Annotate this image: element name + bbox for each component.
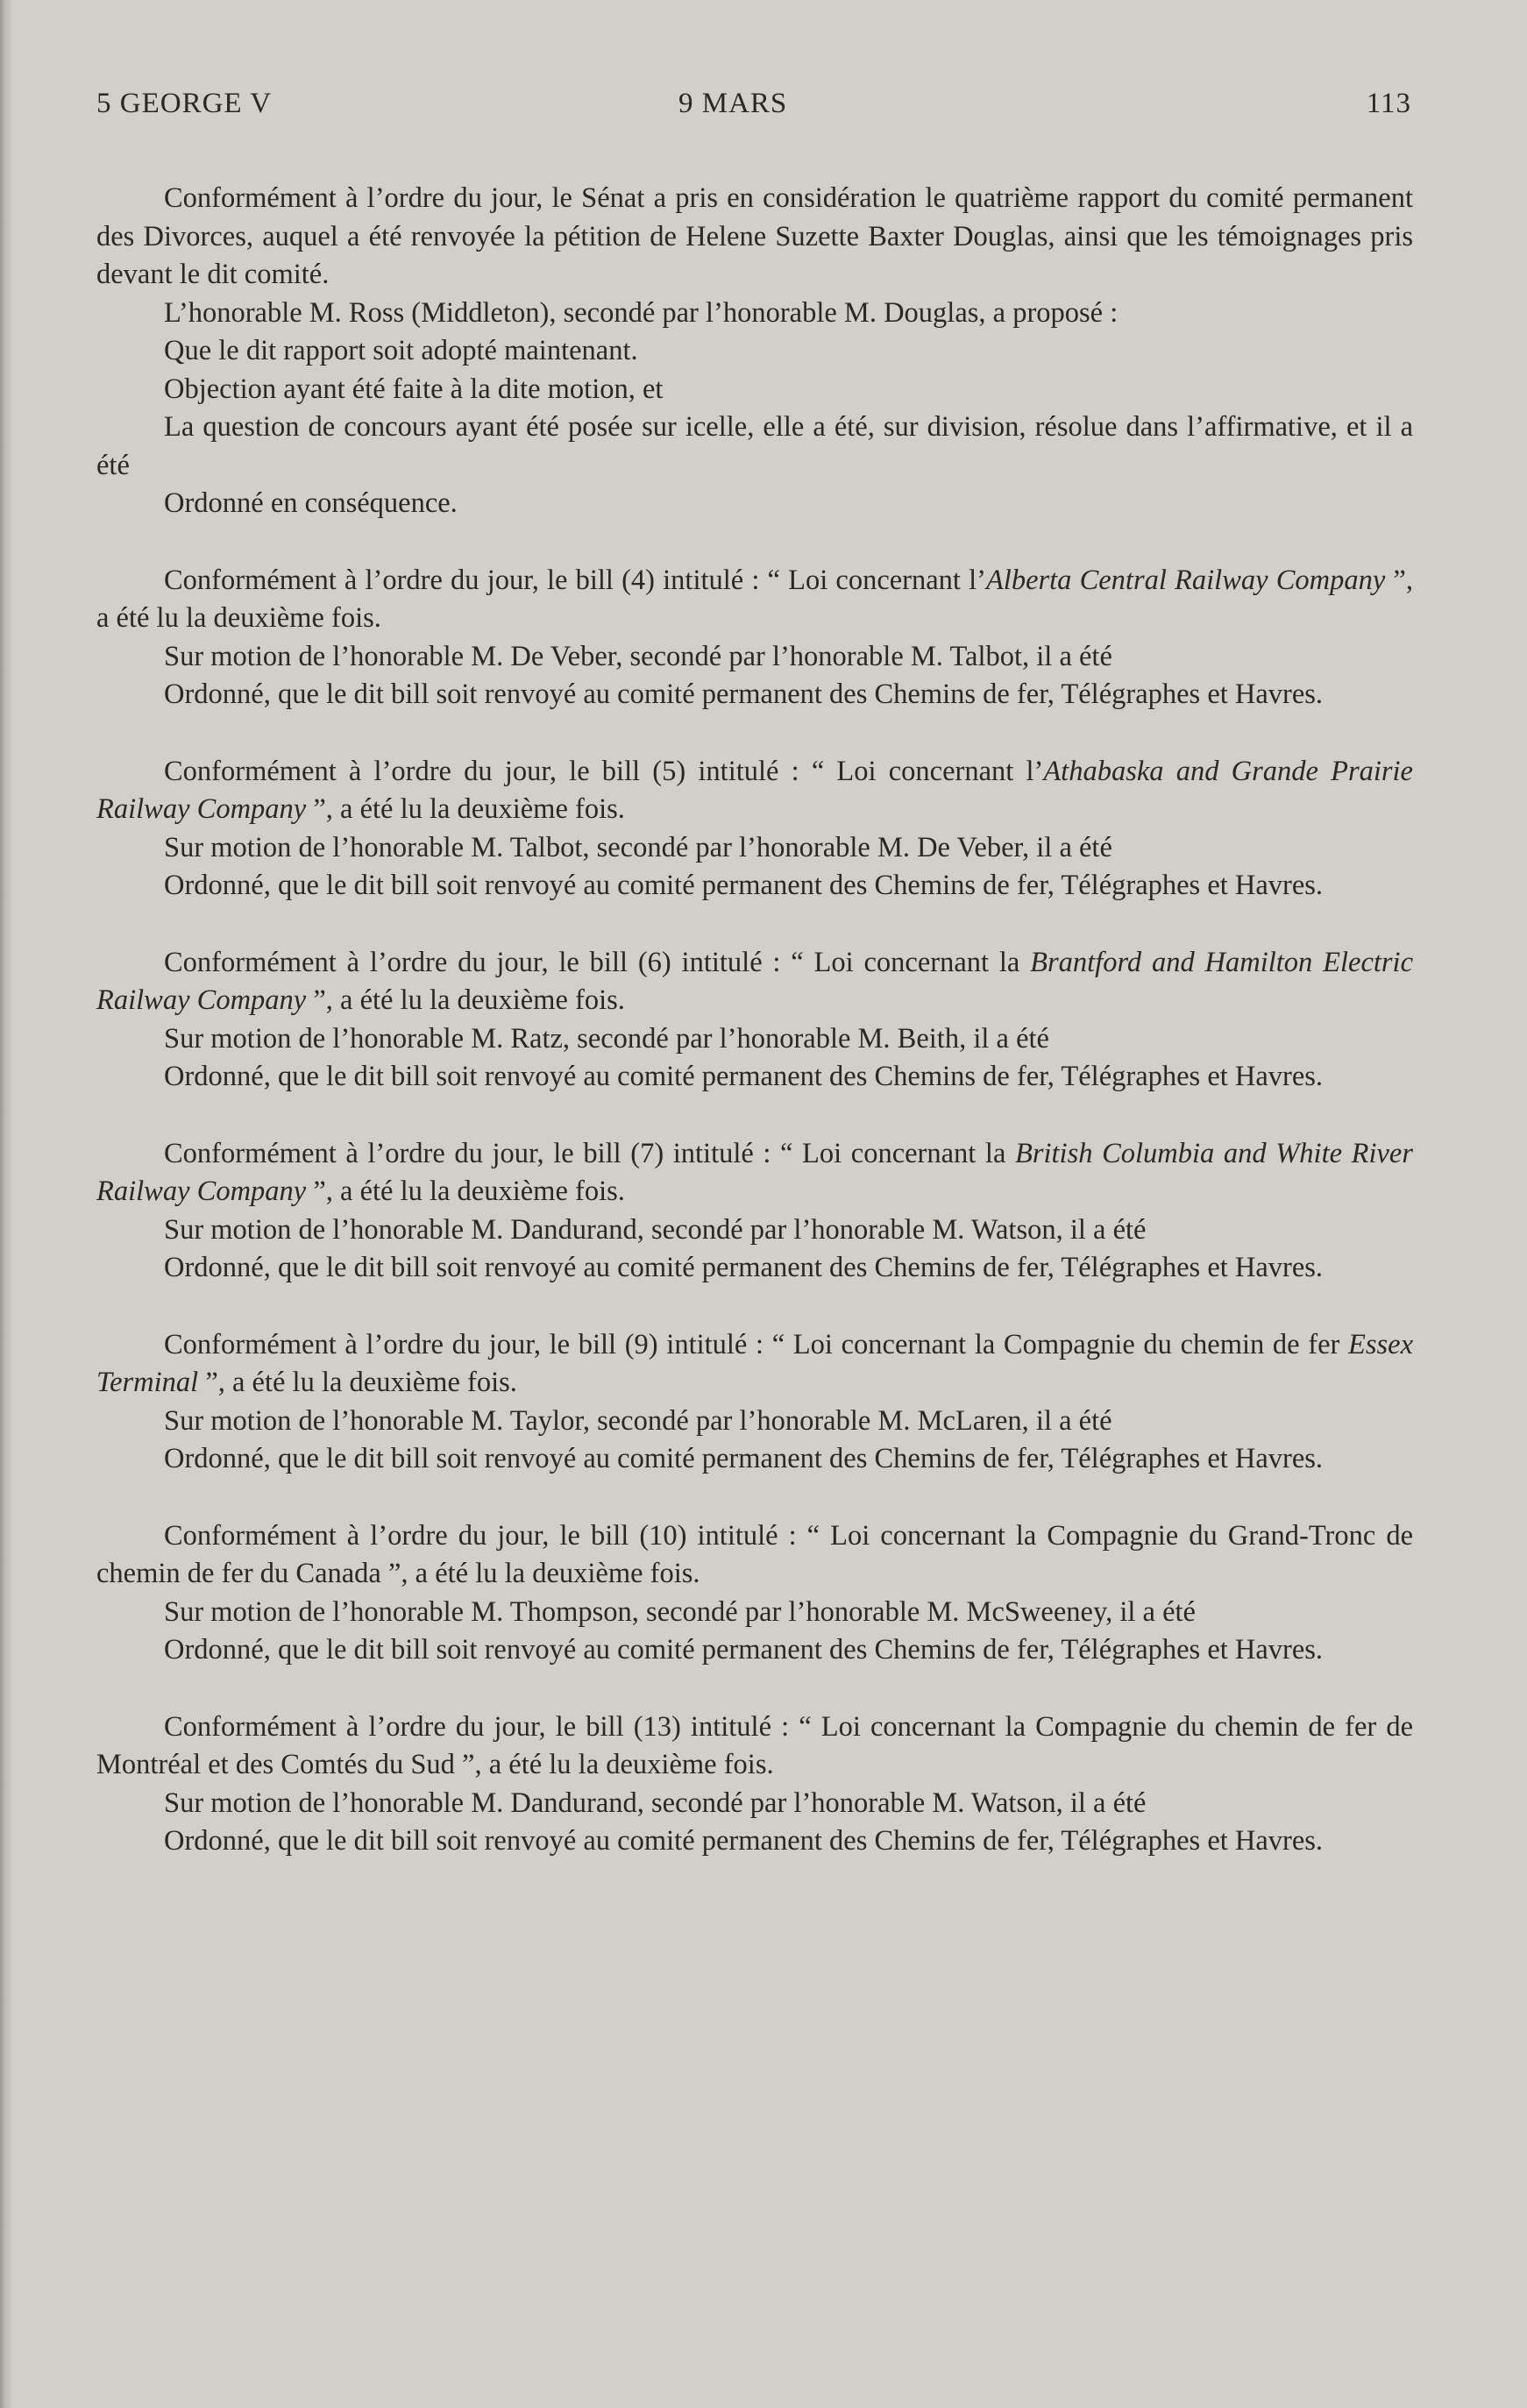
paragraph-text: Ordonné, que le dit bill soit renvoyé au comité permanent des Chemins de fer, Télégraphes et Havres. <box>164 1252 1324 1283</box>
journal-entry <box>96 1135 1413 1288</box>
paragraph-text: La question de concours ayant été posée sur icelle, elle a été, sur division, résolue dans l’affirmative, et il a été <box>96 411 1413 481</box>
paragraph <box>96 867 1413 906</box>
section-spacer <box>96 1479 1413 1517</box>
paragraph <box>96 1822 1413 1861</box>
paragraph-text: ”, a été lu la deuxième fois. <box>306 793 625 825</box>
paragraph-text: Ordonné, que le dit bill soit renvoyé au comité permanent des Chemins de fer, Télégraphes et Havres. <box>164 1061 1324 1092</box>
paragraph-text: Sur motion de l’honorable M. Thompson, secondé par l’honorable M. McSweeney, il a été <box>164 1595 1196 1628</box>
section-spacer <box>96 906 1413 944</box>
company-name: Alberta Central Railway Company <box>985 564 1386 596</box>
paragraph-text: Ordonné, que le dit bill soit renvoyé au comité permanent des Chemins de fer, Télégraphes et Havres. <box>164 1443 1324 1474</box>
paragraph-text: Ordonné, que le dit bill soit renvoyé au comité permanent des Chemins de fer, Télégraphes et Havres. <box>164 678 1324 710</box>
page-number: 113 <box>1366 88 1411 119</box>
paragraph-text: ”, a été lu la deuxième fois. <box>306 1176 625 1207</box>
paragraph-text: Sur motion de l’honorable M. Ratz, secondé par l’honorable M. Beith, il a été <box>164 1022 1049 1055</box>
header-regnal-year: 5 GEORGE V <box>96 88 273 119</box>
journal-entry <box>96 562 1413 714</box>
paragraph <box>96 1708 1413 1785</box>
journal-entry <box>96 180 1413 523</box>
paragraph-text: Conformément à l’ordre du jour, le bill (4) intitulé : “ Loi concernant l’ <box>164 564 986 596</box>
paragraph-text: Conformément à l’ordre du jour, le bill (7) intitulé : “ Loi concernant la <box>164 1137 1015 1169</box>
paragraph <box>96 562 1413 638</box>
paragraph-text: Conformément à l’ordre du jour, le bill (13) intitulé : “ Loi concernant la Compagnie du chemin de fer de Montréal et des Comtés du Sud ”, a été lu la deuxième fois. <box>96 1710 1413 1780</box>
paragraph-text: Sur motion de l’honorable M. Dandurand, secondé par l’honorable M. Watson, il a été <box>164 1786 1147 1819</box>
paragraph <box>96 1517 1413 1594</box>
paragraph <box>96 408 1413 485</box>
journal-body <box>96 180 1413 1861</box>
paragraph-text: Conformément à l’ordre du jour, le Sénat a pris en considération le quatrième rapport du comité permanent des Divorces, auquel a été renvoyée la pétition de Helene Suzette Baxter Douglas, ainsi que les témoignages pris devant le dit comité. <box>96 182 1413 290</box>
paragraph <box>96 1020 1413 1059</box>
paragraph <box>96 1403 1413 1441</box>
paragraph <box>96 1058 1413 1097</box>
header-date: 9 MARS <box>678 88 788 119</box>
journal-entry <box>96 1517 1413 1670</box>
paragraph-text: Ordonné en conséquence. <box>164 487 458 519</box>
paragraph <box>96 1631 1413 1670</box>
paragraph-text: L’honorable M. Ross (Middleton), secondé par l’honorable M. Douglas, a proposé : <box>164 296 1119 329</box>
paragraph-text: ”, a été lu la deuxième fois. <box>198 1367 517 1398</box>
paragraph <box>96 944 1413 1020</box>
paragraph-text: ”, a été lu la deuxième fois. <box>306 984 625 1016</box>
company-name: Athabaska and Grande Prairie Railway Company <box>96 755 1413 825</box>
paragraph <box>96 295 1413 333</box>
running-header <box>96 88 1411 131</box>
paragraph-text: Sur motion de l’honorable M. De Veber, secondé par l’honorable M. Talbot, il a été <box>164 640 1112 672</box>
paragraph <box>96 753 1413 829</box>
section-spacer <box>96 1670 1413 1708</box>
paragraph-text: Objection ayant été faite à la dite motion, et <box>164 373 664 405</box>
paragraph <box>96 676 1413 714</box>
paragraph-text: ”, a été lu la deuxième fois. <box>96 564 1413 634</box>
paragraph <box>96 1135 1413 1211</box>
paragraph <box>96 1785 1413 1823</box>
page-binding-edge <box>0 0 12 2408</box>
paragraph <box>96 829 1413 868</box>
paragraph-text: Que le dit rapport soit adopté maintenant. <box>164 335 638 366</box>
paragraph <box>96 1326 1413 1403</box>
paragraph-text: Conformément à l’ordre du jour, le bill (5) intitulé : “ Loi concernant l’ <box>164 755 1044 787</box>
paragraph <box>96 332 1413 371</box>
journal-entry <box>96 944 1413 1097</box>
paragraph-text: Sur motion de l’honorable M. Talbot, secondé par l’honorable M. De Veber, il a été <box>164 831 1112 863</box>
journal-entry <box>96 1326 1413 1479</box>
section-spacer <box>96 523 1413 562</box>
section-spacer <box>96 1288 1413 1326</box>
journal-entry <box>96 1708 1413 1861</box>
company-name: Brantford and Hamilton Electric Railway Company <box>96 946 1413 1016</box>
paragraph-text: Ordonné, que le dit bill soit renvoyé au comité permanent des Chemins de fer, Télégraphes et Havres. <box>164 1825 1324 1857</box>
paragraph-text: Sur motion de l’honorable M. Taylor, secondé par l’honorable M. McLaren, il a été <box>164 1404 1112 1437</box>
paragraph-text: Conformément à l’ordre du jour, le bill (6) intitulé : “ Loi concernant la <box>164 946 1031 978</box>
paragraph <box>96 180 1413 295</box>
paragraph-text: Sur motion de l’honorable M. Dandurand, secondé par l’honorable M. Watson, il a été <box>164 1213 1147 1246</box>
paragraph <box>96 1211 1413 1250</box>
journal-entry <box>96 753 1413 906</box>
paragraph <box>96 485 1413 523</box>
company-name: Essex Terminal <box>96 1328 1413 1398</box>
paragraph-text: Conformément à l’ordre du jour, le bill (10) intitulé : “ Loi concernant la Compagnie du Grand-Tronc de chemin de fer du Canada ”, a été lu la deuxième fois. <box>96 1519 1413 1589</box>
paragraph <box>96 1440 1413 1479</box>
paragraph-text: Conformément à l’ordre du jour, le bill (9) intitulé : “ Loi concernant la Compagnie du chemin de fer <box>164 1328 1348 1360</box>
section-spacer <box>96 1097 1413 1135</box>
company-name: British Columbia and White River Railway Company <box>96 1137 1413 1207</box>
paragraph-text: Ordonné, que le dit bill soit renvoyé au comité permanent des Chemins de fer, Télégraphes et Havres. <box>164 1634 1324 1666</box>
paragraph-text: Ordonné, que le dit bill soit renvoyé au comité permanent des Chemins de fer, Télégraphes et Havres. <box>164 870 1324 901</box>
paragraph <box>96 1249 1413 1288</box>
paragraph <box>96 638 1413 677</box>
section-spacer <box>96 714 1413 753</box>
paragraph <box>96 1594 1413 1632</box>
paragraph <box>96 371 1413 409</box>
